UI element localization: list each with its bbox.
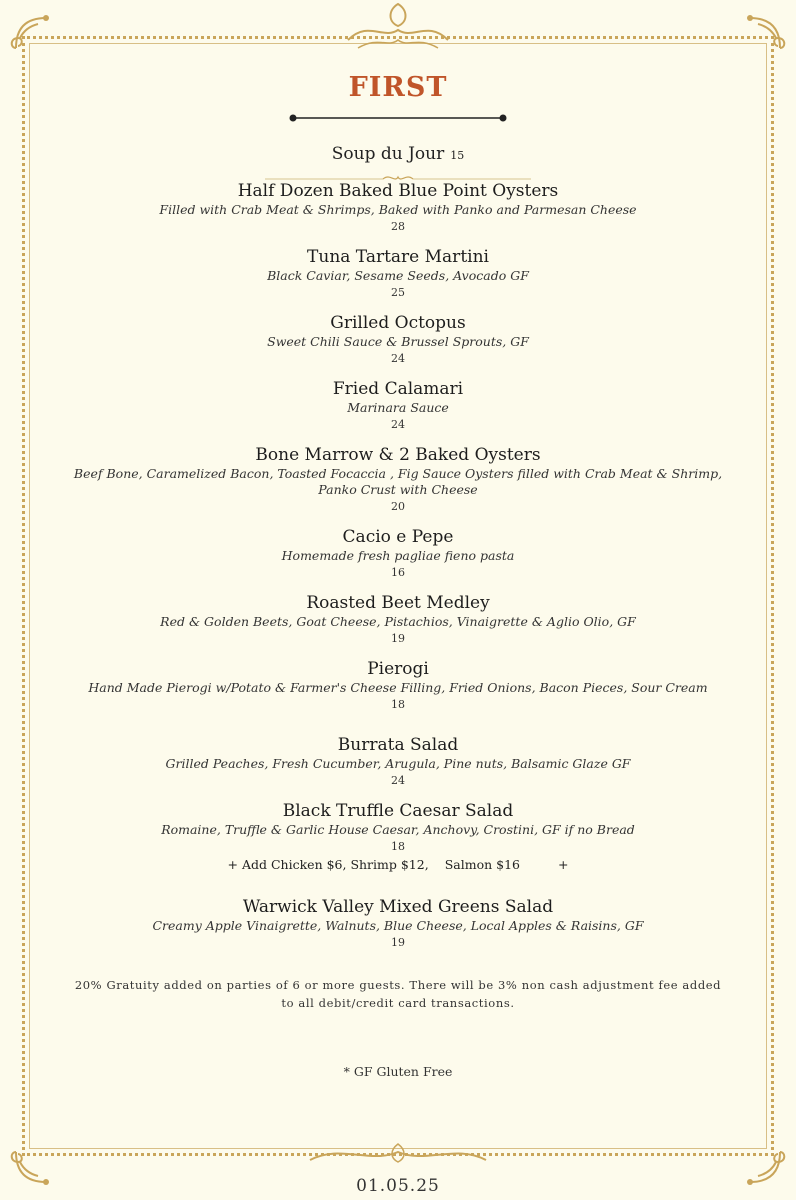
- item-description-line2: Panko Crust with Cheese: [318, 482, 478, 497]
- item-price: 24: [391, 418, 405, 431]
- item-description: Red & Golden Beets, Goat Cheese, Pistachios, Vinaigrette & Aglio Olio, GF: [160, 614, 636, 629]
- item-description: Sweet Chili Sauce & Brussel Sprouts, GF: [267, 334, 529, 349]
- salad-addons: [50, 856, 746, 874]
- item-description: Filled with Crab Meat & Shrimps, Baked with Panko and Parmesan Cheese: [159, 202, 637, 217]
- menu-item: [50, 734, 746, 790]
- item-description: Creamy Apple Vinaigrette, Walnuts, Blue Cheese, Local Apples & Raisins, GF: [152, 918, 644, 933]
- item-name: Burrata Salad: [337, 735, 459, 755]
- item-price: 18: [391, 698, 405, 711]
- item-name: Grilled Octopus: [330, 313, 466, 333]
- item-name: Cacio e Pepe: [342, 527, 454, 547]
- item-name: Black Truffle Caesar Salad: [282, 801, 514, 821]
- item-price: 28: [391, 220, 405, 233]
- addon-salmon: Salmon $16: [444, 857, 520, 872]
- title-divider: [288, 108, 508, 118]
- menu-item: [50, 180, 746, 236]
- menu-item: [50, 444, 746, 516]
- item-name: Fried Calamari: [332, 379, 464, 399]
- item-description: Black Caviar, Sesame Seeds, Avocado GF: [267, 268, 529, 283]
- bottom-flourish-icon: [300, 1140, 496, 1170]
- soup-divider: [265, 168, 531, 178]
- item-price: 25: [391, 286, 405, 299]
- item-description: Grilled Peaches, Fresh Cucumber, Arugula, Pine nuts, Balsamic Glaze GF: [165, 756, 631, 771]
- item-description: Romaine, Truffle & Garlic House Caesar, Anchovy, Crostini, GF if no Bread: [161, 822, 635, 837]
- menu-item: [50, 246, 746, 302]
- menu-content: [50, 70, 746, 1079]
- item-price: 15: [450, 149, 465, 162]
- item-price: 20: [391, 500, 405, 513]
- section-title: FIRST: [348, 72, 448, 103]
- item-price: 24: [391, 774, 405, 787]
- item-description: Marinara Sauce: [347, 400, 449, 415]
- menu-item: [50, 378, 746, 434]
- menu-item: [50, 896, 746, 952]
- corner-ornament-icon: [730, 8, 790, 68]
- gratuity-notice: 20% Gratuity added on parties of 6 or more guests. There will be 3% non cash adjustment fee added to all debit/credit card transactions.: [74, 978, 722, 1010]
- menu-date: 01.05.25: [356, 1176, 440, 1196]
- menu-item: [50, 658, 746, 714]
- item-name: Pierogi: [367, 659, 429, 679]
- gluten-free-note: * GF Gluten Free: [343, 1064, 453, 1079]
- soup-item: [50, 142, 746, 168]
- item-name: Roasted Beet Medley: [306, 593, 490, 613]
- item-description: Beef Bone, Caramelized Bacon, Toasted Focaccia , Fig Sauce Oysters filled with Crab Meat & Shrimp,: [73, 466, 723, 481]
- item-price: 18: [391, 840, 405, 853]
- item-price: 16: [391, 566, 405, 579]
- item-name: Tuna Tartare Martini: [307, 247, 489, 267]
- item-name: Bone Marrow & 2 Baked Oysters: [255, 445, 541, 465]
- item-description: Hand Made Pierogi w/Potato & Farmer's Cheese Filling, Fried Onions, Bacon Pieces, Sour Cream: [88, 680, 708, 695]
- corner-ornament-icon: [6, 8, 66, 68]
- menu-item: [50, 526, 746, 582]
- item-description: Homemade fresh pagliae fieno pasta: [281, 548, 515, 563]
- menu-item: [50, 800, 746, 874]
- item-name: Warwick Valley Mixed Greens Salad: [242, 897, 554, 917]
- top-flourish-icon: [338, 0, 458, 54]
- addon-plus: +: [557, 857, 569, 872]
- menu-item: [50, 312, 746, 368]
- menu-item: [50, 592, 746, 648]
- item-price: 19: [391, 936, 405, 949]
- item-price: 24: [391, 352, 405, 365]
- item-name: Soup du Jour: [331, 144, 445, 164]
- item-price: 19: [391, 632, 405, 645]
- addon-chicken-shrimp: + Add Chicken $6, Shrimp $12,: [227, 857, 429, 872]
- item-name: Half Dozen Baked Blue Point Oysters: [237, 181, 559, 201]
